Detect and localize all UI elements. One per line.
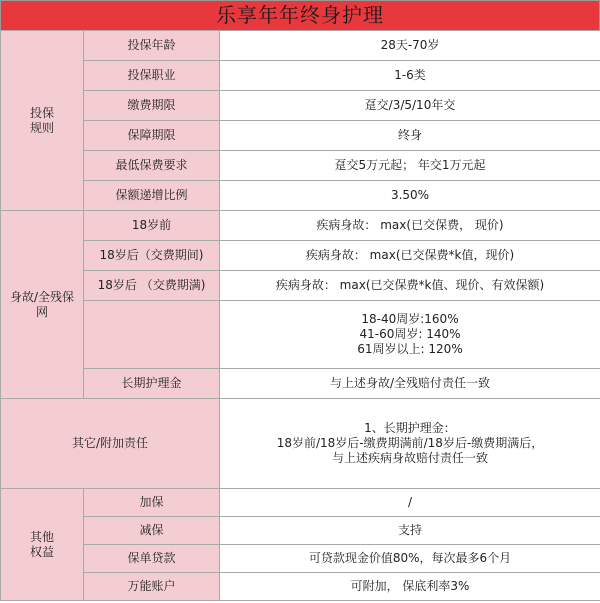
table-row: [1, 241, 600, 271]
table-row: [1, 517, 600, 545]
value-line: 18-40周岁:160%: [361, 312, 459, 326]
group-label-death-text: 身故/全残保 网: [9, 289, 75, 319]
table-row: [1, 31, 600, 61]
group-label-rights: [1, 489, 84, 601]
row-label: 18岁前: [84, 211, 220, 241]
row-label: 最低保费要求: [84, 151, 220, 181]
row-label: 18岁后 （交费期满): [84, 271, 220, 301]
row-label: 保额递增比例: [84, 181, 220, 211]
row-label: 保障期限: [84, 121, 220, 151]
row-value: /: [220, 489, 600, 517]
row-label: 投保职业: [84, 61, 220, 91]
row-value: [220, 399, 600, 489]
table-row: [1, 61, 600, 91]
row-value: 可附加， 保底利率3%: [220, 573, 600, 601]
row-label: 18岁后（交费期间): [84, 241, 220, 271]
row-value: 终身: [220, 121, 600, 151]
row-value: 疾病身故： max(已交保费*k值、现价、有效保额): [220, 271, 600, 301]
group-label-death: [1, 211, 84, 399]
value-line: 1、长期护理金：: [364, 421, 456, 435]
row-value: 疾病身故： max(已交保费*k值，现价): [220, 241, 600, 271]
page-title: 乐享年年终身护理: [0, 0, 600, 31]
value-line: 18岁前/18岁后-缴费期满前/18岁后-缴费期满后，: [276, 436, 544, 450]
row-value: 趸交5万元起； 年交1万元起: [220, 151, 600, 181]
row-value: 疾病身故： max(已交保费， 现价): [220, 211, 600, 241]
table-row: [1, 369, 600, 399]
table-row: [1, 271, 600, 301]
row-label: 加保: [84, 489, 220, 517]
row-value: 1-6类: [220, 61, 600, 91]
value-line: 61周岁以上: 120%: [357, 342, 463, 356]
row-label: 万能账户: [84, 573, 220, 601]
table-row: [1, 489, 600, 517]
table-row: [1, 573, 600, 601]
row-label: [84, 301, 220, 369]
table-row: [1, 121, 600, 151]
row-label: 缴费期限: [84, 91, 220, 121]
row-value: 趸交/3/5/10年交: [220, 91, 600, 121]
table-row: [1, 545, 600, 573]
row-label: 长期护理金: [84, 369, 220, 399]
table-row: [1, 151, 600, 181]
product-table: [0, 30, 600, 601]
group-label-rights-text: 其他 权益: [29, 529, 54, 559]
row-label: 保单贷款: [84, 545, 220, 573]
value-line: 与上述疾病身故赔付责任一致: [331, 451, 488, 465]
value-line: 41-60周岁: 140%: [359, 327, 461, 341]
row-label: 投保年龄: [84, 31, 220, 61]
row-label: 减保: [84, 517, 220, 545]
table-row: [1, 301, 600, 369]
table-row: [1, 399, 600, 489]
table-row: [1, 181, 600, 211]
row-value: 可贷款现金价值80%，每次最多6个月: [220, 545, 600, 573]
group-label-other: 其它/附加责任: [1, 399, 220, 489]
table-row: [1, 211, 600, 241]
group-label-rules-text: 投保 规则: [29, 105, 54, 135]
row-value: 28天-70岁: [220, 31, 600, 61]
table-row: [1, 91, 600, 121]
group-label-rules: [1, 31, 84, 211]
row-value: [220, 301, 600, 369]
row-value: 3.50%: [220, 181, 600, 211]
row-value: 与上述身故/全残赔付责任一致: [220, 369, 600, 399]
row-value: 支持: [220, 517, 600, 545]
